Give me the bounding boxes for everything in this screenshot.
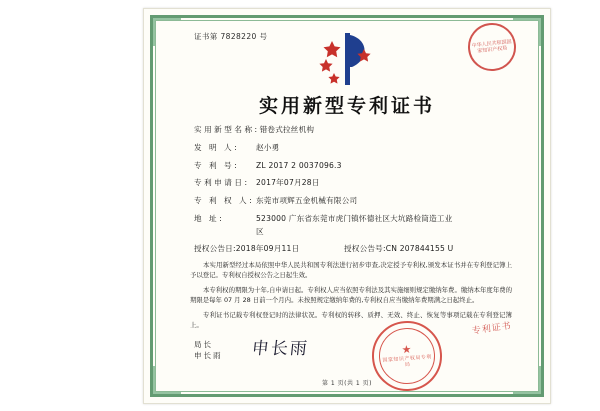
- right-seal-stamp: 专利证书: [471, 321, 513, 337]
- director-title-label: 局长: [194, 340, 213, 349]
- certificate-number: 证书第 7828220 号: [194, 32, 268, 41]
- seal-star-icon: ★: [401, 342, 412, 356]
- field-value-continuation: 区: [256, 226, 264, 236]
- field-label: 专 利 号:: [194, 160, 240, 170]
- grant-date: 授权公告日:2018年09月11日: [194, 243, 300, 253]
- field-value: 赵小勇: [256, 142, 280, 152]
- body-paragraph: 本实用新型经过本局依照中华人民共和国专利法进行初步审查,决定授予专利权,颁发本证书并在专利登记簿上予以登记。专利权自授权公告之日起生效。: [190, 261, 512, 279]
- page-footer: 第 1 页(共 1 页): [322, 380, 372, 387]
- field-row-continuation: [194, 227, 510, 237]
- field-row: [194, 161, 510, 171]
- field-row: [194, 214, 510, 224]
- official-seal-inner: [377, 326, 437, 386]
- field-value: 东莞市项辉五金机械有限公司: [256, 196, 358, 205]
- director-name-label: 申长雨: [194, 351, 223, 361]
- field-row: [194, 178, 510, 188]
- signature-labels: [194, 339, 223, 362]
- field-value: 2017年07月28日: [256, 178, 320, 188]
- field-row: [194, 196, 510, 206]
- field-row: [194, 125, 510, 135]
- grant-info-row: [194, 244, 510, 254]
- director-signature: 申长雨: [250, 339, 310, 359]
- field-list: [194, 125, 510, 262]
- patent-office-logo-icon: [312, 29, 382, 89]
- body-paragraph: 专利证书记载专利权登记时的法律状况。专利权的转移、质押、无效、终止、恢复等事项记载在专利登记簿上。: [190, 310, 512, 329]
- top-right-seal-text: 中华人民共和国国家知识产权局: [471, 38, 512, 55]
- field-value: ZL 2017 2 0037096.3: [256, 160, 342, 170]
- field-value: 523000 广东省东莞市虎门镇怀德社区大坑路检筒造工业: [256, 213, 453, 223]
- official-seal-text: 国家知识产权局专利局: [382, 353, 433, 369]
- field-label: 发 明 人:: [194, 142, 240, 152]
- field-label: 地 址:: [194, 213, 225, 223]
- field-value: 错卷式拉丝机构: [259, 125, 315, 134]
- body-paragraph: 本专利权的期限为十年,自申请日起。专利权人应当依照专利法及其实施细则规定缴纳年费。缴纳本年度年费的期限是每年 07 月 28 日前一个月内。未按照规定缴纳年费的,专利权自应当缴纳年费期满之日起终止。: [190, 285, 512, 304]
- page-title: 实用新型专利证书: [258, 95, 435, 117]
- field-label: 专利申请日:: [194, 178, 250, 188]
- field-row: [194, 143, 510, 153]
- grant-number: 授权公告号:CN 207844155 U: [344, 243, 454, 253]
- field-label: 实用新型名称:: [194, 125, 260, 134]
- certificate-sheet: [143, 8, 551, 404]
- field-label: 专 利 权 人:: [194, 196, 255, 205]
- body-text: [190, 261, 512, 336]
